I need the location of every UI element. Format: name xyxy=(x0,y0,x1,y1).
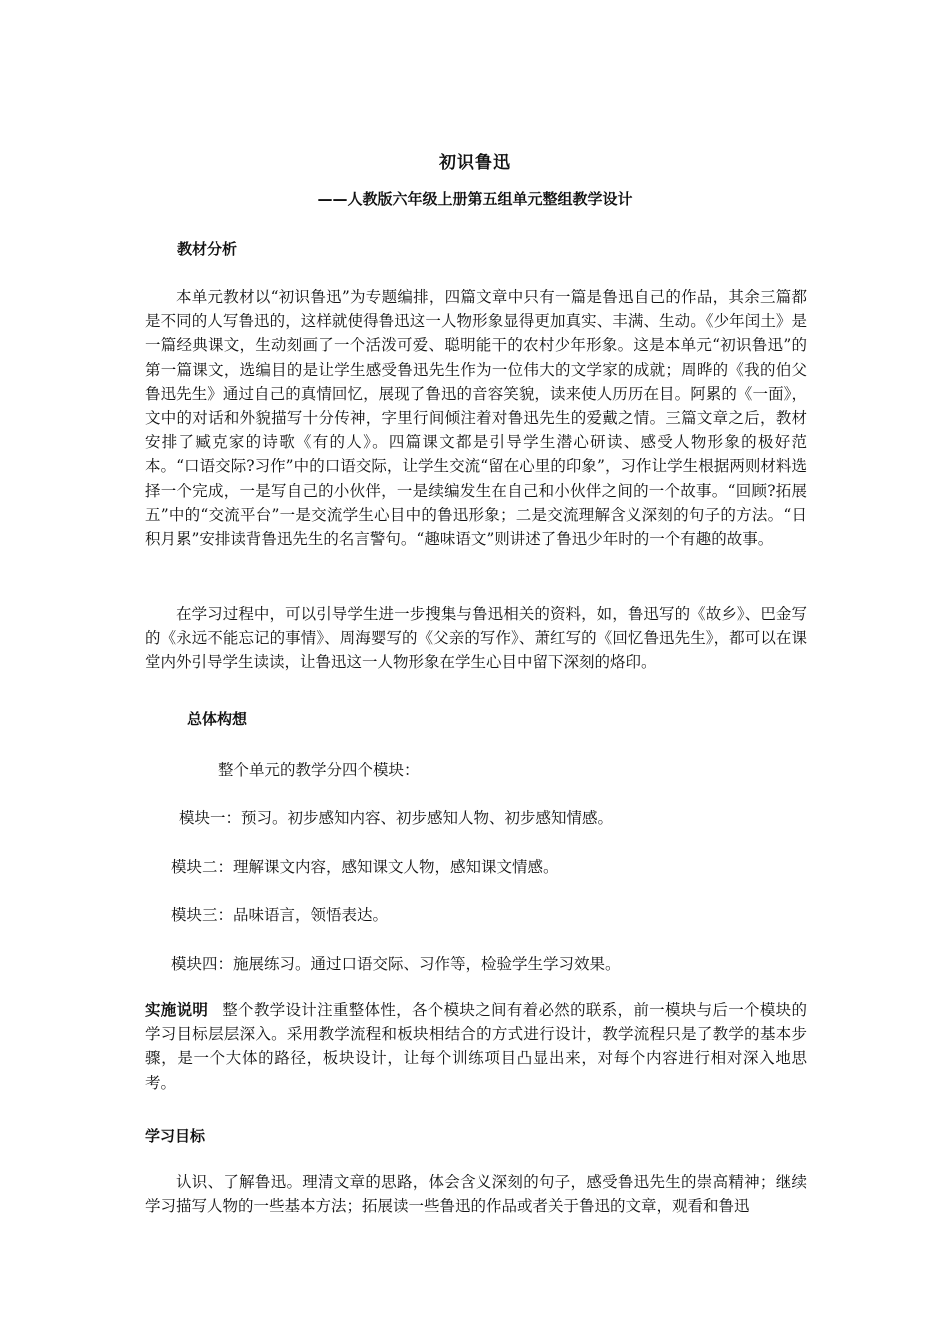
heading-overall-design: 总体构想 xyxy=(187,710,248,728)
paragraph-implementation xyxy=(145,998,807,1095)
paragraph-learning-goals: 认识、了解鲁迅。理清文章的思路，体会含义深刻的句子，感受鲁迅先生的崇高精神；继续学习描写人物的一些基本方法；拓展读一些鲁迅的作品或者关于鲁迅的文章，观看和鲁迅 xyxy=(145,1173,807,1216)
heading-learning-goals: 学习目标 xyxy=(145,1127,206,1145)
paragraph-material-analysis-2: 在学习过程中，可以引导学生进一步搜集与鲁迅相关的资料，如，鲁迅写的《故乡》、巴金写的《永远不能忘记的事情》、周海婴写的《父亲的写作》、萧红写的《回忆鲁迅先生》，都可以在课堂内外引导学生读读，让鲁迅这一人物形象在学生心目中留下深刻的烙印。 xyxy=(145,605,807,672)
heading-material-analysis: 教材分析 xyxy=(177,240,238,258)
module-item-2: 模块二：理解课文内容，感知课文人物，感知课文情感。 xyxy=(171,858,559,876)
implementation-text: 整个教学设计注重整体性，各个模块之间有着必然的联系，前一模块与后一个模块的学习目标层层深入。采用教学流程和板块相结合的方式进行设计，教学流程只是了教学的基本步骤，是一个大体的路径，板块设计，让每个训练项目凸显出来，对每个内容进行相对深入地思考。 xyxy=(145,1001,807,1092)
document-subtitle: ——人教版六年级上册第五组单元整组教学设计 xyxy=(317,190,633,208)
paragraph-material-analysis-1: 本单元教材以“初识鲁迅”为专题编排，四篇文章中只有一篇是鲁迅自己的作品，其余三篇都是不同的人写鲁迅的，这样就使得鲁迅这一人物形象显得更加真实、丰满、生动。《少年闰土》是一篇经典课文，生动刻画了一个活泼可爱、聪明能干的农村少年形象。这是本单元“初识鲁迅”的第一篇课文，选编目的是让学生感受鲁迅先生作为一位伟大的文学家的成就；周晔的《我的伯父鲁迅先生》通过自己的真情回忆，展现了鲁迅的音容笑貌，读来使人历历在目。阿累的《一面》，文中的对话和外貌描写十分传神，字里行间倾注着对鲁迅先生的爱戴之情。三篇文章之后，教材安排了臧克家的诗歌《有的人》。四篇课文都是引导学生潜心研读、感受人物形象的极好范本。“口语交际?习作”中的口语交际，让学生交流“留在心里的印象”，习作让学生根据两则材料选择一个完成，一是写自己的小伙伴，一是续编发生在自己和小伙伴之间的一个故事。“回顾?拓展五”中的“交流平台”一是交流学生心目中的鲁迅形象；二是交流理解含义深刻的句子的方法。“日积月累”安排读背鲁迅先生的名言警句。“趣味语文”则讲述了鲁迅少年时的一个有趣的故事。 xyxy=(145,288,807,549)
heading-implementation: 实施说明 xyxy=(145,1001,209,1019)
module-item-4: 模块四：施展练习。通过口语交际、习作等，检验学生学习效果。 xyxy=(171,955,621,973)
module-item-3: 模块三：品味语言，领悟表达。 xyxy=(171,906,389,924)
overall-design-intro: 整个单元的教学分四个模块： xyxy=(218,761,420,779)
document-title: 初识鲁迅 xyxy=(439,153,511,173)
module-item-1: 模块一：预习。初步感知内容、初步感知人物、初步感知情感。 xyxy=(179,809,614,827)
